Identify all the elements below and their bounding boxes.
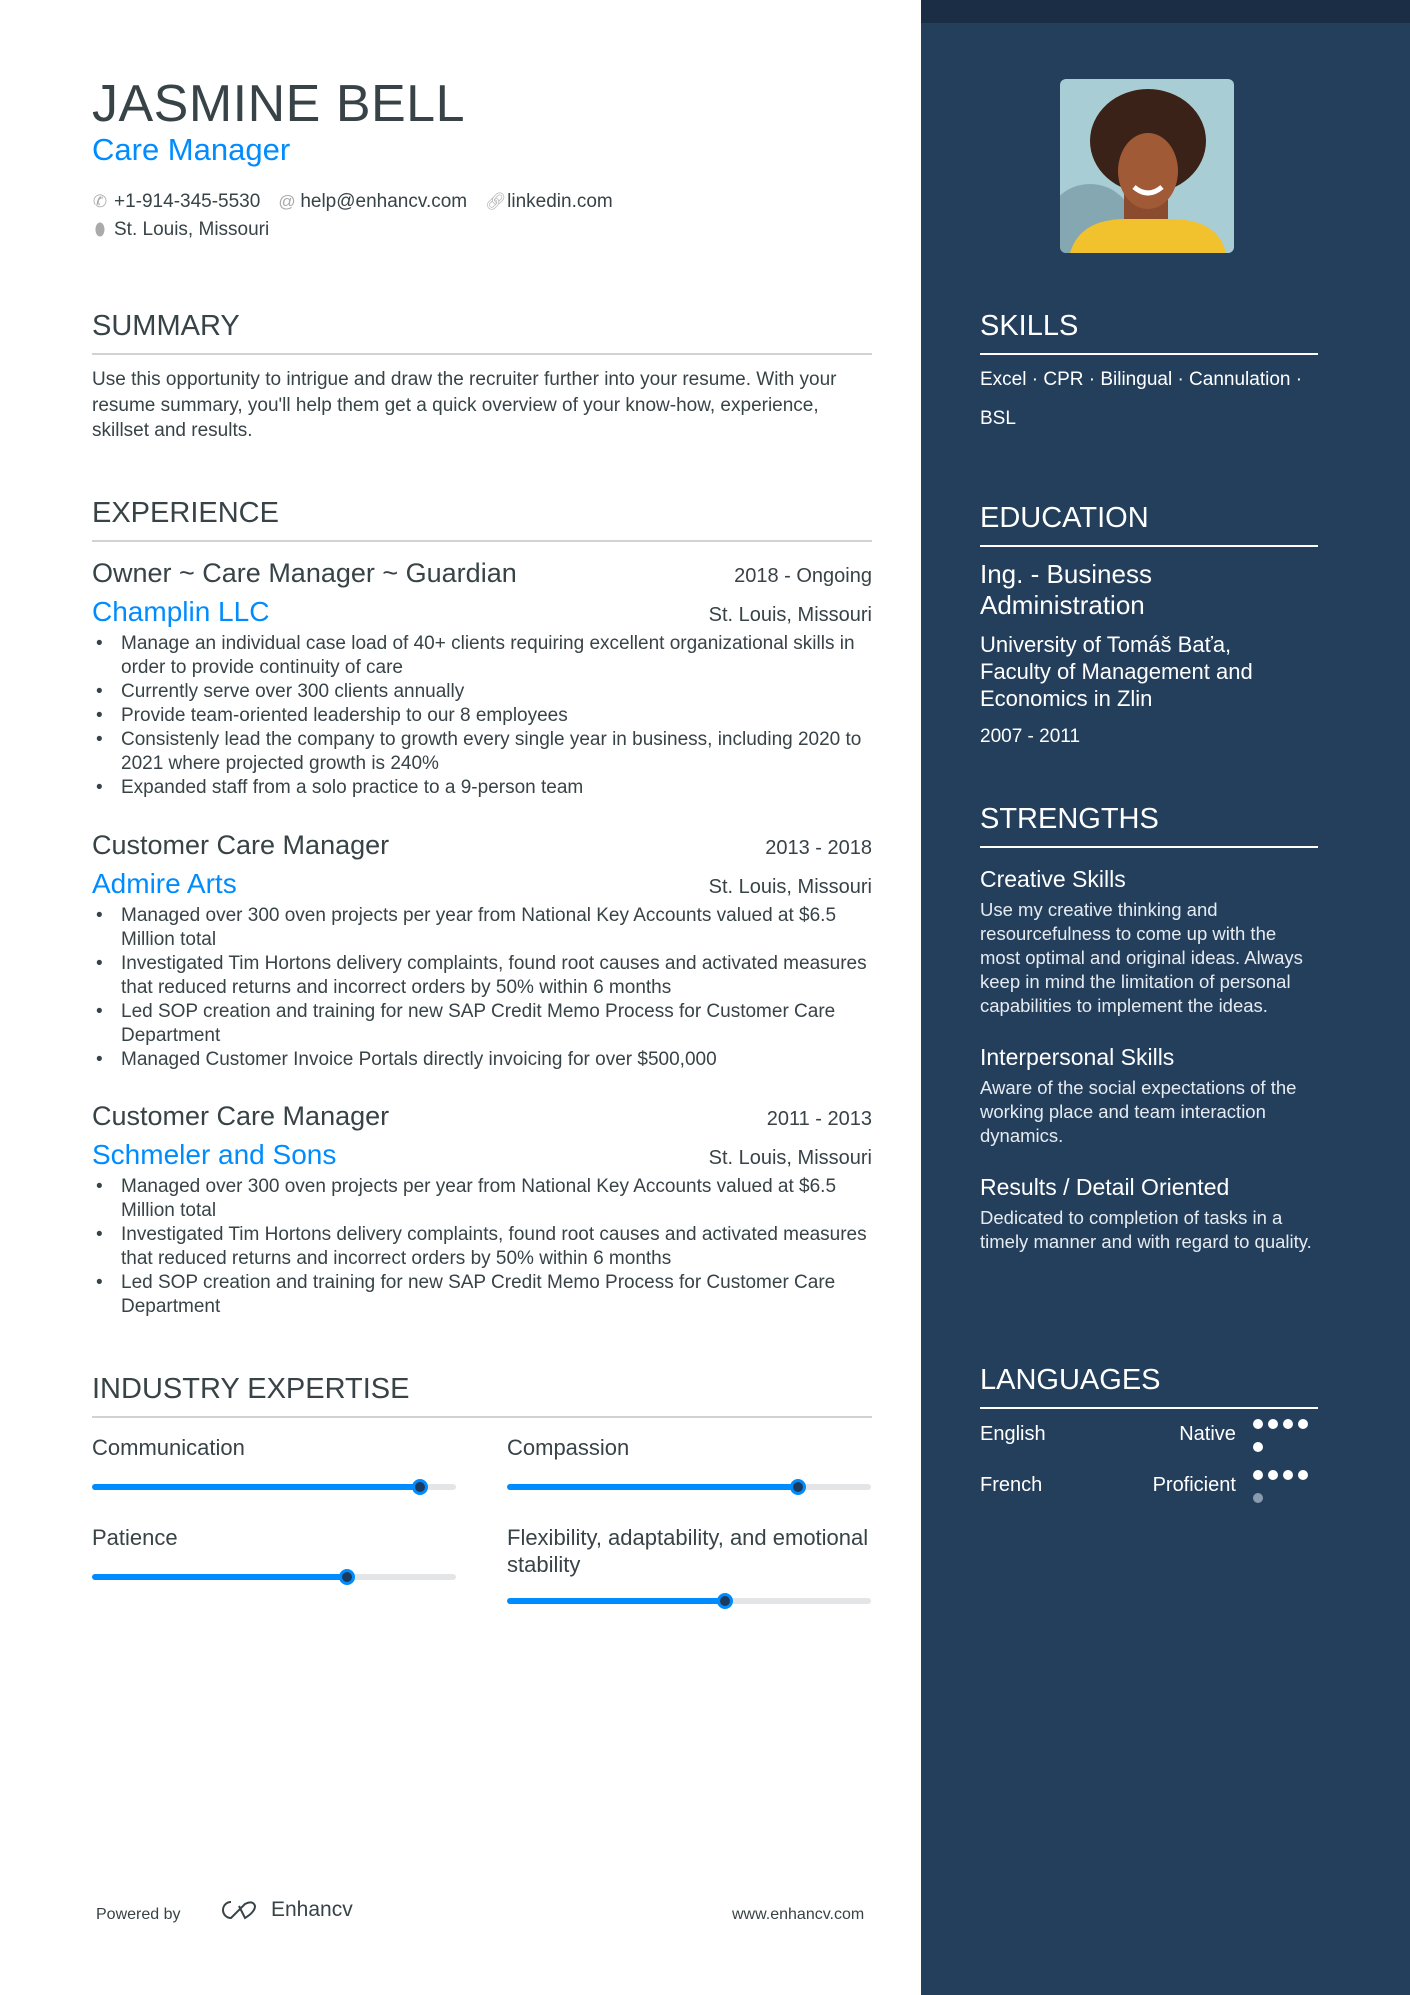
- job-entry: [92, 558, 872, 800]
- language-dots: [1248, 1412, 1318, 1458]
- job-dates: 2018 - Ongoing: [734, 565, 872, 587]
- skills-list: BSL: [980, 408, 1016, 429]
- expertise-level-bar: [92, 1484, 456, 1490]
- job-title: Customer Care Manager: [92, 1101, 390, 1131]
- enhancv-logo[interactable]: [215, 1898, 353, 1922]
- language-item: [980, 1409, 1318, 1460]
- enhancv-logo-icon: [215, 1898, 263, 1922]
- job-entry: [92, 1101, 872, 1319]
- company-name: Champlin LLC: [92, 596, 270, 627]
- expertise-label: Compassion: [507, 1435, 630, 1460]
- strengths-section: [980, 803, 1318, 1254]
- education-dates: 2007 - 2011: [980, 726, 1081, 747]
- phone[interactable]: +1-914-345-5530: [114, 191, 261, 212]
- location: St. Louis, Missouri: [114, 219, 270, 240]
- languages-section: [980, 1364, 1318, 1511]
- expertise-item: [92, 1524, 456, 1580]
- section-heading: EXPERIENCE: [92, 497, 279, 529]
- expertise-label: Communication: [92, 1435, 245, 1460]
- profile-photo: [1060, 79, 1234, 253]
- strength-item: [980, 1172, 1318, 1254]
- job-location: St. Louis, Missouri: [708, 604, 872, 626]
- footer-url[interactable]: www.enhancv.com: [732, 1906, 865, 1923]
- filled-dot-icon: [1283, 1470, 1293, 1480]
- expertise-level-bar: [92, 1574, 456, 1580]
- expertise-level-bar: [507, 1598, 871, 1604]
- filled-dot-icon: [1298, 1470, 1308, 1480]
- experience-section: [92, 497, 872, 542]
- job-entry: [92, 830, 872, 1072]
- filled-dot-icon: [1268, 1419, 1278, 1429]
- empty-dot-icon: [1253, 1493, 1263, 1503]
- job-bullets: [92, 904, 872, 1072]
- bullet-item: • Led SOP creation and training for new SAP Credit Memo Process for Customer Care Department: [92, 1000, 872, 1048]
- level-knob: [412, 1479, 428, 1495]
- filled-dot-icon: [1253, 1419, 1263, 1429]
- language-dots: [1248, 1463, 1318, 1509]
- bullet-item: • Manage an individual case load of 40+ clients requiring excellent organizational skills in order to provide continuity of care: [92, 632, 872, 680]
- language-level: Proficient: [1152, 1474, 1236, 1496]
- at-icon: @: [278, 192, 296, 211]
- level-fill: [92, 1574, 347, 1580]
- skills-section: [980, 310, 1318, 430]
- bullet-item: • Consistenly lead the company to growth every single year in business, including 2020 to 2021 where projected growth is 240%: [92, 728, 872, 776]
- filled-dot-icon: [1268, 1470, 1278, 1480]
- bullet-item: • Managed over 300 oven projects per year from National Key Accounts valued at $6.5 Million total: [92, 1175, 872, 1223]
- language-name: English: [980, 1423, 1046, 1445]
- job-title: Owner ~ Care Manager ~ Guardian: [92, 558, 517, 588]
- link-icon: 🔗︎: [485, 192, 507, 211]
- expertise-item: [92, 1434, 456, 1490]
- language-item: [980, 1460, 1318, 1511]
- skills-list: Excel · CPR · Bilingual · Cannulation ·: [980, 369, 1303, 390]
- section-heading: INDUSTRY EXPERTISE: [92, 1373, 410, 1405]
- contact-info: [92, 188, 872, 244]
- strength-description: Aware of the social expectations of the working place and team interaction dynamics.: [980, 1077, 1297, 1146]
- job-location: St. Louis, Missouri: [708, 876, 872, 898]
- candidate-title: Care Manager: [92, 132, 291, 167]
- filled-dot-icon: [1298, 1419, 1308, 1429]
- summary-section: [92, 310, 872, 444]
- filled-dot-icon: [1253, 1442, 1263, 1452]
- level-knob: [339, 1569, 355, 1585]
- expertise-label: Flexibility, adaptability, and emotional stability: [507, 1525, 869, 1577]
- strength-item: [980, 1042, 1318, 1148]
- strength-title: Interpersonal Skills: [980, 1044, 1175, 1070]
- level-knob: [717, 1593, 733, 1609]
- filled-dot-icon: [1253, 1470, 1263, 1480]
- bullet-item: • Led SOP creation and training for new SAP Credit Memo Process for Customer Care Department: [92, 1271, 872, 1319]
- strength-description: Dedicated to completion of tasks in a timely manner and with regard to quality.: [980, 1207, 1312, 1252]
- filled-dot-icon: [1283, 1419, 1293, 1429]
- job-dates: 2013 - 2018: [765, 837, 872, 859]
- divider: [92, 1416, 872, 1418]
- level-fill: [507, 1484, 798, 1490]
- location-pin-icon: ⬮: [94, 220, 106, 239]
- phone-icon: ✆: [92, 192, 108, 211]
- section-heading: SKILLS: [980, 310, 1079, 342]
- section-heading: SUMMARY: [92, 310, 240, 342]
- bullet-item: • Investigated Tim Hortons delivery complaints, found root causes and activated measures that reduced returns and incorrect orders by 50% within 6 months: [92, 1223, 872, 1271]
- expertise-item: [507, 1524, 871, 1604]
- expertise-label: Patience: [92, 1525, 178, 1550]
- section-heading: LANGUAGES: [980, 1364, 1161, 1396]
- divider: [980, 846, 1318, 848]
- expertise-level-bar: [507, 1484, 871, 1490]
- divider: [92, 353, 872, 355]
- strength-description: Use my creative thinking and resourcefulness to come up with the most optimal and original ideas. Always keep in mind the limitation of personal capabilities to implement the ideas.: [980, 899, 1303, 1016]
- job-bullets: [92, 1175, 872, 1319]
- email[interactable]: help@enhancv.com: [300, 191, 468, 212]
- language-name: French: [980, 1474, 1043, 1496]
- job-bullets: [92, 632, 872, 800]
- bullet-item: • Managed Customer Invoice Portals directly invoicing for over $500,000: [92, 1048, 872, 1072]
- linkedin-link[interactable]: linkedin.com: [507, 191, 613, 212]
- strength-title: Results / Detail Oriented: [980, 1174, 1230, 1200]
- level-fill: [507, 1598, 725, 1604]
- brand-name: Enhancv: [271, 1898, 353, 1921]
- bullet-item: • Expanded staff from a solo practice to a 9-person team: [92, 776, 872, 800]
- bullet-item: • Managed over 300 oven projects per year from National Key Accounts valued at $6.5 Million total: [92, 904, 872, 952]
- bullet-item: • Currently serve over 300 clients annually: [92, 680, 872, 704]
- level-fill: [92, 1484, 420, 1490]
- summary-text: Use this opportunity to intrigue and draw the recruiter further into your resume. With your resume summary, you'll help them get a quick overview of your know-how, experience, skillset and results.: [92, 369, 837, 441]
- strength-title: Creative Skills: [980, 866, 1126, 892]
- divider: [980, 545, 1318, 547]
- bullet-item: • Provide team-oriented leadership to our 8 employees: [92, 704, 872, 728]
- company-name: Schmeler and Sons: [92, 1139, 337, 1170]
- expertise-item: [507, 1434, 871, 1490]
- expertise-section: [92, 1373, 872, 1418]
- bullet-item: • Investigated Tim Hortons delivery complaints, found root causes and activated measures that reduced returns and incorrect orders by 50% within 6 months: [92, 952, 872, 1000]
- powered-by: Powered by: [96, 1906, 181, 1923]
- degree: Ing. - Business Administration: [980, 559, 1152, 620]
- divider: [92, 540, 872, 542]
- school: University of Tomáš Baťa, Faculty of Management and Economics in Zlin: [980, 632, 1253, 711]
- strength-item: [980, 864, 1318, 1018]
- candidate-name: JASMINE BELL: [92, 75, 466, 133]
- level-knob: [790, 1479, 806, 1495]
- sidebar-top-bar: [921, 0, 1410, 23]
- company-name: Admire Arts: [92, 868, 237, 899]
- section-heading: EDUCATION: [980, 502, 1149, 534]
- job-location: St. Louis, Missouri: [708, 1147, 872, 1169]
- section-heading: STRENGTHS: [980, 803, 1159, 835]
- job-title: Customer Care Manager: [92, 830, 390, 860]
- job-dates: 2011 - 2013: [766, 1108, 872, 1130]
- education-section: [980, 502, 1318, 748]
- language-level: Native: [1179, 1423, 1236, 1445]
- divider: [980, 353, 1318, 355]
